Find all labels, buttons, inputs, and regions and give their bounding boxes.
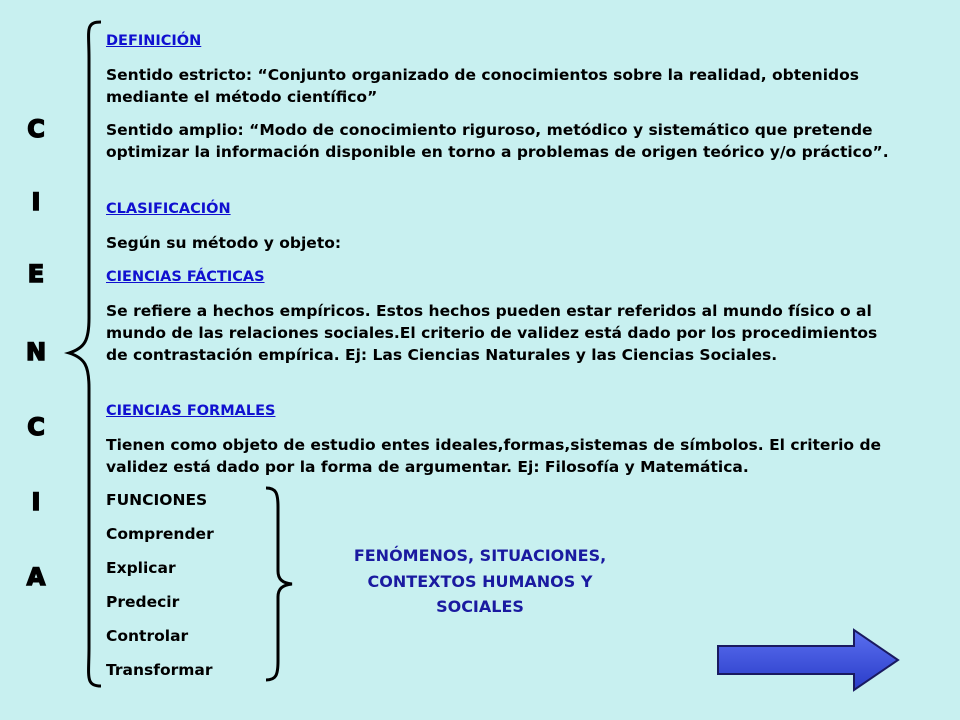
- side-title-letter: A: [26, 563, 46, 591]
- right-arrow-icon[interactable]: [716, 628, 900, 692]
- funcion-item: Predecir: [106, 593, 180, 611]
- side-title-letter: C: [27, 115, 45, 143]
- definicion-heading: DEFINICIÓN: [106, 33, 202, 49]
- small-brace: [262, 485, 296, 683]
- large-brace: [55, 18, 105, 693]
- formales-text: Tienen como objeto de estudio entes ideales,formas,sistemas de símbolos. El criterio de validez está dado por la forma de argumentar. Ej: Filosofía y Matemática.: [106, 436, 882, 476]
- funciones-title: FUNCIONES: [106, 491, 208, 509]
- segun-text: Según su método y objeto:: [106, 234, 342, 252]
- side-title-letter: E: [27, 260, 45, 288]
- clasificacion-heading: CLASIFICACIÓN: [106, 201, 231, 217]
- funcion-item: Comprender: [106, 525, 214, 543]
- funcion-item: Explicar: [106, 559, 176, 577]
- formales-heading: CIENCIAS FORMALES: [106, 403, 276, 419]
- side-title-letter: N: [25, 338, 47, 366]
- side-title-letter: C: [27, 413, 45, 441]
- funcion-item: Transformar: [106, 661, 213, 679]
- facticas-heading: CIENCIAS FÁCTICAS: [106, 269, 265, 285]
- sentido-estricto-text: Sentido estricto: “Conjunto organizado de conocimientos sobre la realidad, obtenidos mediante el método científico”: [106, 66, 859, 106]
- side-title-letter: I: [31, 488, 41, 516]
- side-title-letter: I: [31, 188, 41, 216]
- facticas-text: Se refiere a hechos empíricos. Estos hechos pueden estar referidos al mundo físico o al mundo de las relaciones sociales.El criterio de validez está dado por los procedimientos de contrastación empírica. Ej: Las Ciencias Naturales y las Ciencias Sociales.: [106, 302, 878, 364]
- sentido-amplio-text: Sentido amplio: “Modo de conocimiento riguroso, metódico y sistemático que pretende optimizar la información disponible en torno a problemas de origen teórico y/o práctico”.: [106, 121, 889, 161]
- result-text: FENÓMENOS, SITUACIONES, CONTEXTOS HUMANOS Y SOCIALES: [353, 546, 607, 616]
- funcion-item: Controlar: [106, 627, 189, 645]
